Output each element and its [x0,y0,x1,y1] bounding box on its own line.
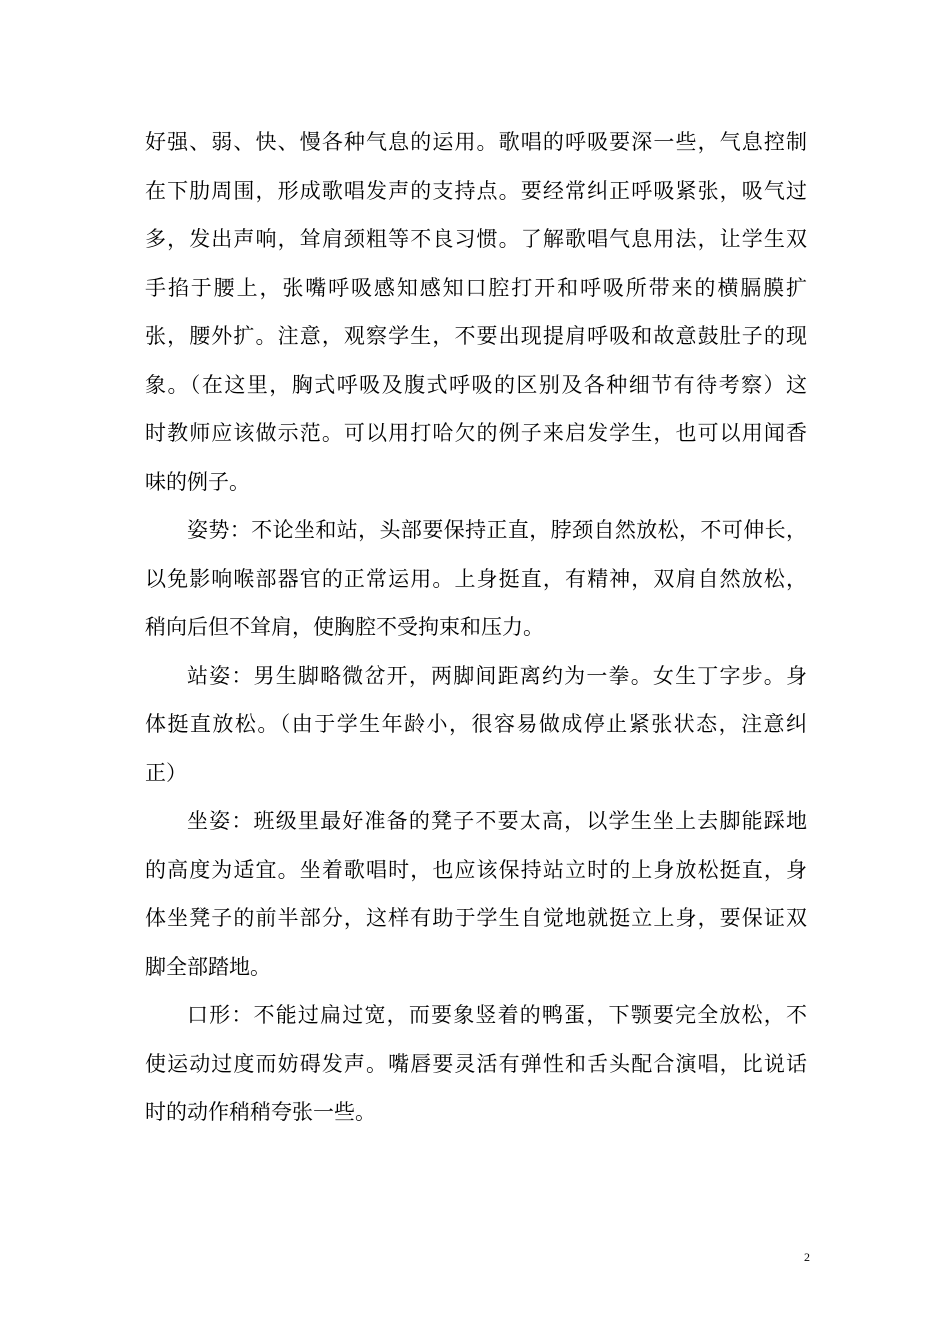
text-line: 时教师应该做示范。可以用打哈欠的例子来启发学生，也可以用闻香 [145,421,807,445]
text-line: 象。（在这里，胸式呼吸及腹式呼吸的区别及各种细节有待考察）这 [145,372,807,397]
paragraph-breathing [145,118,807,506]
paragraph-posture [145,506,807,652]
paragraph-standing [145,652,807,798]
text-line: 张，腰外扩。注意，观察学生，不要出现提肩呼吸和故意鼓肚子的现 [145,324,807,348]
text-line: 姿势：不论坐和站，头部要保持正直，脖颈自然放松，不可伸长， [187,518,807,542]
text-line: 味的例子。 [145,469,250,494]
text-line: 体挺直放松。（由于学生年龄小，很容易做成停止紧张状态，注意纠 [145,712,807,736]
text-line: 多，发出声响，耸肩颈粗等不良习惯。了解歌唱气息用法，让学生双 [145,227,807,251]
text-line: 坐姿：班级里最好准备的凳子不要太高，以学生坐上去脚能踩地 [187,809,807,833]
text-line: 的高度为适宜。坐着歌唱时，也应该保持站立时的上身放松挺直，身 [145,857,807,882]
body-text [145,118,807,1137]
text-line: 稍向后但不耸肩，使胸腔不受拘束和压力。 [145,615,544,639]
text-line: 站姿：男生脚略微岔开，两脚间距离约为一拳。女生丁字步。身 [187,663,807,688]
text-line: 以免影响喉部器官的正常运用。上身挺直，有精神，双肩自然放松， [145,566,807,591]
text-line: 好强、弱、快、慢各种气息的运用。歌唱的呼吸要深一些，气息控制 [145,130,807,154]
text-line: 使运动过度而妨碍发声。嘴唇要灵活有弹性和舌头配合演唱，比说话 [145,1051,807,1076]
text-line: 口形：不能过扁过宽，而要象竖着的鸭蛋，下颚要完全放松，不 [187,1003,807,1027]
text-line: 时的动作稍稍夸张一些。 [145,1100,376,1124]
text-line: 在下肋周围，形成歌唱发声的支持点。要经常纠正呼吸紧张，吸气过 [145,178,807,203]
paragraph-mouth-shape [145,991,807,1137]
paragraph-sitting [145,797,807,991]
text-line: 体坐凳子的前半部分，这样有助于学生自觉地就挺立上身，要保证双 [145,906,807,930]
page-number: 2 [804,1250,810,1264]
text-line: 脚全部踏地。 [145,954,271,979]
text-line: 手掐于腰上，张嘴呼吸感知感知口腔打开和呼吸所带来的横膈膜扩 [145,275,807,300]
text-line: 正） [145,760,187,785]
